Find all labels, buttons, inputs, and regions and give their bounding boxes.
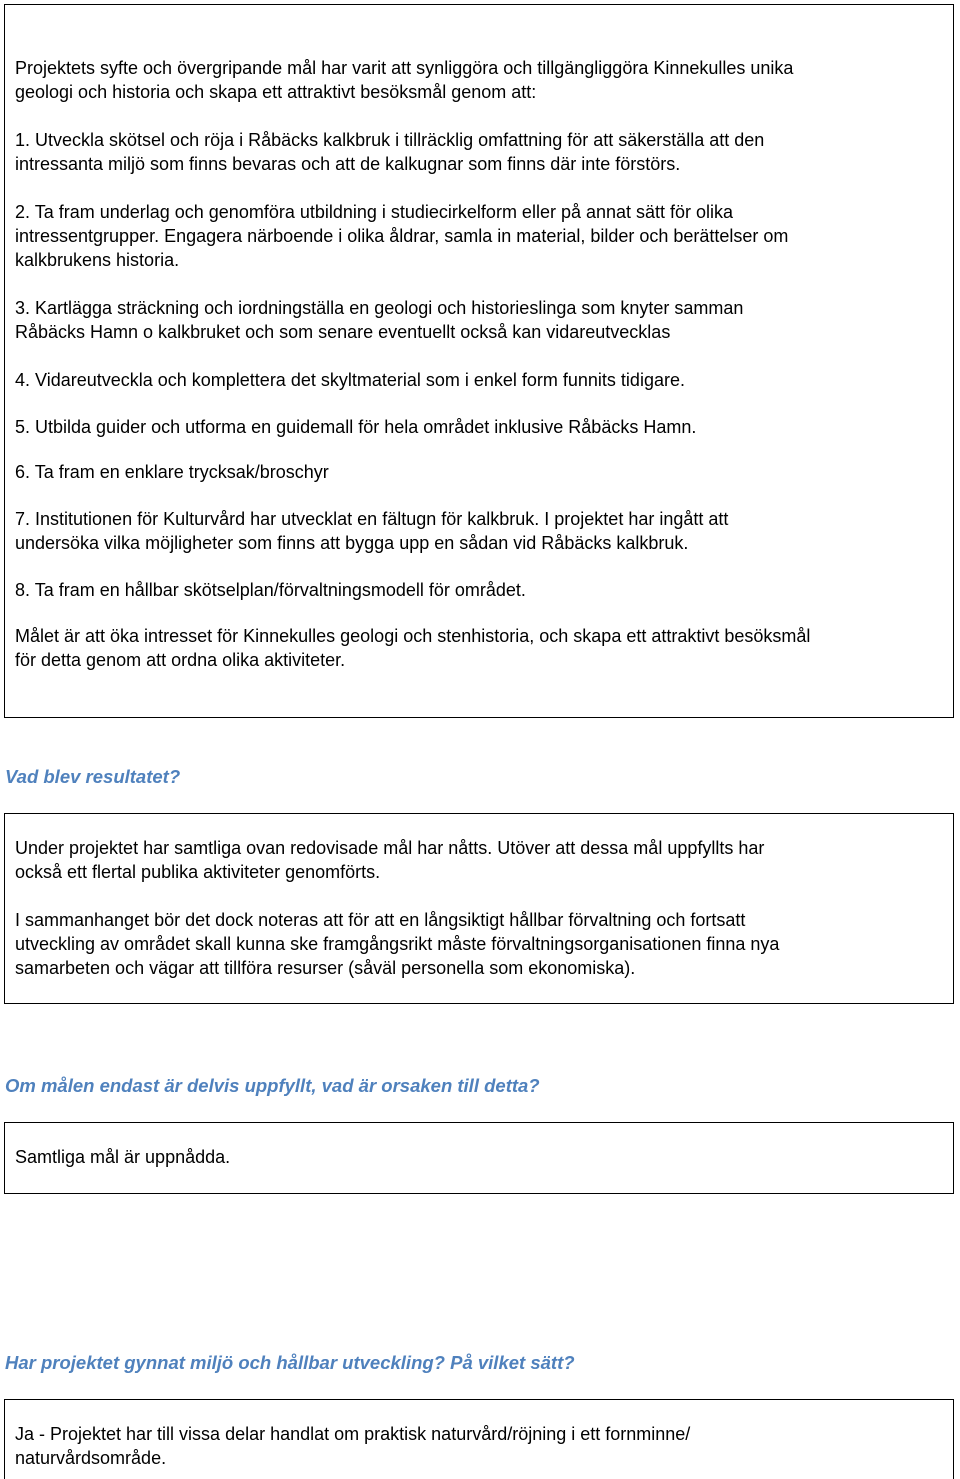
goal-item-7-line-1: 7. Institutionen för Kulturvård har utvecklat en fältugn för kalkbruk. I projektet har ingått att xyxy=(15,509,729,529)
result-paragraph-1-line-2: också ett flertal publika aktiviteter genomförts. xyxy=(15,862,381,882)
goal-item-6: 6. Ta fram en enklare trycksak/broschyr xyxy=(15,462,329,482)
partial-goals-answer: Samtliga mål är uppnådda. xyxy=(15,1147,231,1167)
partial-goals-box xyxy=(4,1122,954,1194)
goals-summary-line-1: Målet är att öka intresset för Kinnekulles geologi och stenhistoria, och skapa ett attraktivt besöksmål xyxy=(15,626,811,646)
result-paragraph-2 xyxy=(15,908,779,980)
result-paragraph-2-line-1: I sammanhanget bör det dock noteras att för att en långsiktigt hållbar förvaltning och fortsatt xyxy=(15,910,746,930)
goal-item-1-line-2: intressanta miljö som finns bevaras och att de kalkugnar som finns där inte förstörs. xyxy=(15,154,681,174)
result-paragraph-2-line-3: samarbeten och vägar att tillföra resurser (såväl personella som ekonomiska). xyxy=(15,958,636,978)
goal-item-2-line-3: kalkbrukens historia. xyxy=(15,250,180,270)
result-box xyxy=(4,813,954,1004)
goal-item-2-line-2: intressentgrupper. Engagera närboende i olika åldrar, samla in material, bilder och berättelser om xyxy=(15,226,789,246)
result-paragraph-2-line-2: utveckling av området skall kunna ske framgångsrikt måste förvaltningsorganisationen finna nya xyxy=(15,934,780,954)
goal-item-1-line-1: 1. Utveckla skötsel och röja i Råbäcks kalkbruk i tillräcklig omfattning för att säkerställa att den xyxy=(15,130,765,150)
sustainability-answer-line-2: naturvårdsområde. xyxy=(15,1448,167,1468)
goal-item-1 xyxy=(15,128,764,176)
goals-intro xyxy=(15,56,793,104)
goal-item-4: 4. Vidareutveckla och komplettera det skyltmaterial som i enkel form funnits tidigare. xyxy=(15,370,685,390)
result-paragraph-1-line-1: Under projektet har samtliga ovan redovisade mål har nåtts. Utöver att dessa mål uppfyllts har xyxy=(15,838,765,858)
goal-item-7 xyxy=(15,507,728,555)
result-heading: Vad blev resultatet? xyxy=(5,766,181,787)
sustainability-box xyxy=(4,1399,954,1479)
goal-item-3-line-2: Råbäcks Hamn o kalkbruket och som senare eventuellt också kan vidareutvecklas xyxy=(15,322,671,342)
sustainability-answer xyxy=(15,1422,690,1470)
goal-item-3 xyxy=(15,296,743,344)
goal-item-8: 8. Ta fram en hållbar skötselplan/förvaltningsmodell för området. xyxy=(15,580,526,600)
sustainability-answer-line-1: Ja - Projektet har till vissa delar handlat om praktisk naturvård/röjning i ett fornminne/ xyxy=(15,1424,691,1444)
sustainability-heading: Har projektet gynnat miljö och hållbar utveckling? På vilket sätt? xyxy=(5,1352,575,1373)
goals-intro-line-2: geologi och historia och skapa ett attraktivt besöksmål genom att: xyxy=(15,82,537,102)
goal-item-2-line-1: 2. Ta fram underlag och genomföra utbildning i studiecirkelform eller på annat sätt för olika xyxy=(15,202,734,222)
goal-item-3-line-1: 3. Kartlägga sträckning och iordningställa en geologi och historieslinga som knyter samman xyxy=(15,298,744,318)
goals-intro-line-1: Projektets syfte och övergripande mål har varit att synliggöra och tillgängliggöra Kinnekulles unika xyxy=(15,58,794,78)
goals-summary xyxy=(15,624,810,672)
goal-item-5: 5. Utbilda guider och utforma en guidemall för hela området inklusive Råbäcks Hamn. xyxy=(15,417,697,437)
result-paragraph-1 xyxy=(15,836,764,884)
goals-box xyxy=(4,4,954,718)
goal-item-7-line-2: undersöka vilka möjligheter som finns att bygga upp en sådan vid Råbäcks kalkbruk. xyxy=(15,533,689,553)
partial-goals-heading: Om målen endast är delvis uppfyllt, vad är orsaken till detta? xyxy=(5,1075,540,1096)
goals-summary-line-2: för detta genom att ordna olika aktiviteter. xyxy=(15,650,346,670)
goal-item-2 xyxy=(15,200,788,272)
